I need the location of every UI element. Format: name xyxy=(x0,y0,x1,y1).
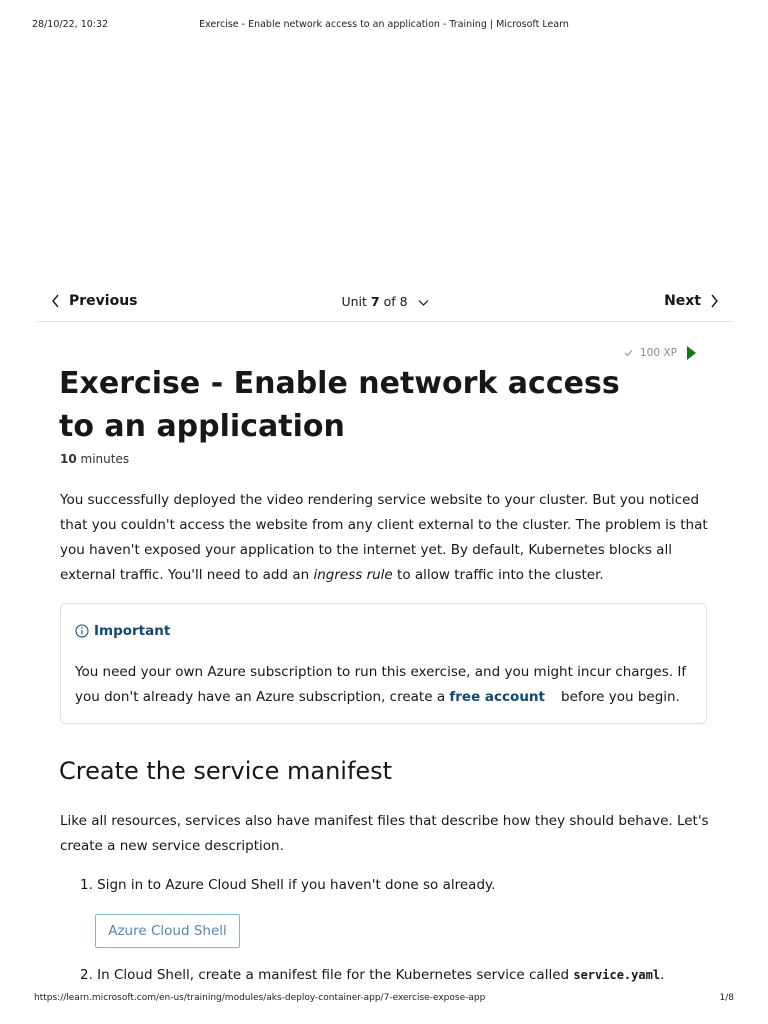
step-2-end: . xyxy=(660,967,665,983)
check-icon xyxy=(624,349,633,357)
alert-text-1: You need your own Azure subscription to run this exercise, and you might incur charges. If you don't already have an Azure subscription, create a xyxy=(75,664,687,705)
step-2-code: service.yaml xyxy=(573,968,661,982)
print-header xyxy=(0,0,768,40)
important-alert xyxy=(60,603,707,724)
unit-selector[interactable] xyxy=(37,294,733,309)
step-2-text: 2. In Cloud Shell, create a manifest file for the Kubernetes service called xyxy=(80,967,574,983)
alert-body xyxy=(75,660,695,710)
unit-navigation xyxy=(37,283,733,322)
step-2 xyxy=(80,967,664,983)
print-document-title: Exercise - Enable network access to an application - Training | Microsoft Learn xyxy=(199,19,569,30)
intro-text-1: You successfully deployed the video rendering service website to your cluster. But you noticed that you couldn't access the website from any client external to the cluster. The problem is that you haven't exposed your application to the internet yet. By default, Kubernetes blocks all external traffic. You'll need to add an xyxy=(60,492,708,583)
next-label: Next xyxy=(664,293,701,309)
next-unit-link[interactable] xyxy=(664,293,719,309)
xp-label: 100 XP xyxy=(640,347,677,359)
intro-emphasis: ingress rule xyxy=(313,567,393,583)
duration-unit: minutes xyxy=(80,452,130,466)
previous-label: Previous xyxy=(69,293,138,309)
print-date: 28/10/22, 10:32 xyxy=(32,19,109,30)
step-1: 1. Sign in to Azure Cloud Shell if you haven't done so already. xyxy=(80,877,496,893)
unit-suffix: of 8 xyxy=(383,294,408,309)
alert-title xyxy=(75,623,170,639)
print-page-number: 1/8 xyxy=(719,993,734,1003)
intro-text-2: to allow traffic into the cluster. xyxy=(392,567,604,583)
page-title: Exercise - Enable network access to an application xyxy=(59,366,620,444)
alert-text-2: before you begin. xyxy=(561,689,680,705)
chevron-down-icon xyxy=(418,299,429,307)
azure-cloud-shell-button[interactable]: Azure Cloud Shell xyxy=(95,914,240,948)
chevron-right-icon xyxy=(709,294,719,308)
duration-number: 10 xyxy=(60,452,77,466)
play-icon[interactable] xyxy=(687,346,696,360)
info-icon xyxy=(75,624,89,638)
intro-paragraph xyxy=(60,488,710,588)
alert-title-text: Important xyxy=(94,623,171,639)
unit-prefix: Unit xyxy=(341,294,367,309)
section-description: Like all resources, services also have manifest files that describe how they should behave. Let's create a new service description. xyxy=(60,813,709,854)
unit-number: 7 xyxy=(370,294,380,309)
duration xyxy=(60,452,129,466)
section-heading: Create the service manifest xyxy=(59,757,393,785)
print-url: https://learn.microsoft.com/en-us/training/modules/aks-deploy-container-app/7-exercise-expose-app xyxy=(34,993,486,1003)
xp-indicator xyxy=(624,346,696,360)
free-account-link[interactable]: free account xyxy=(449,689,545,705)
